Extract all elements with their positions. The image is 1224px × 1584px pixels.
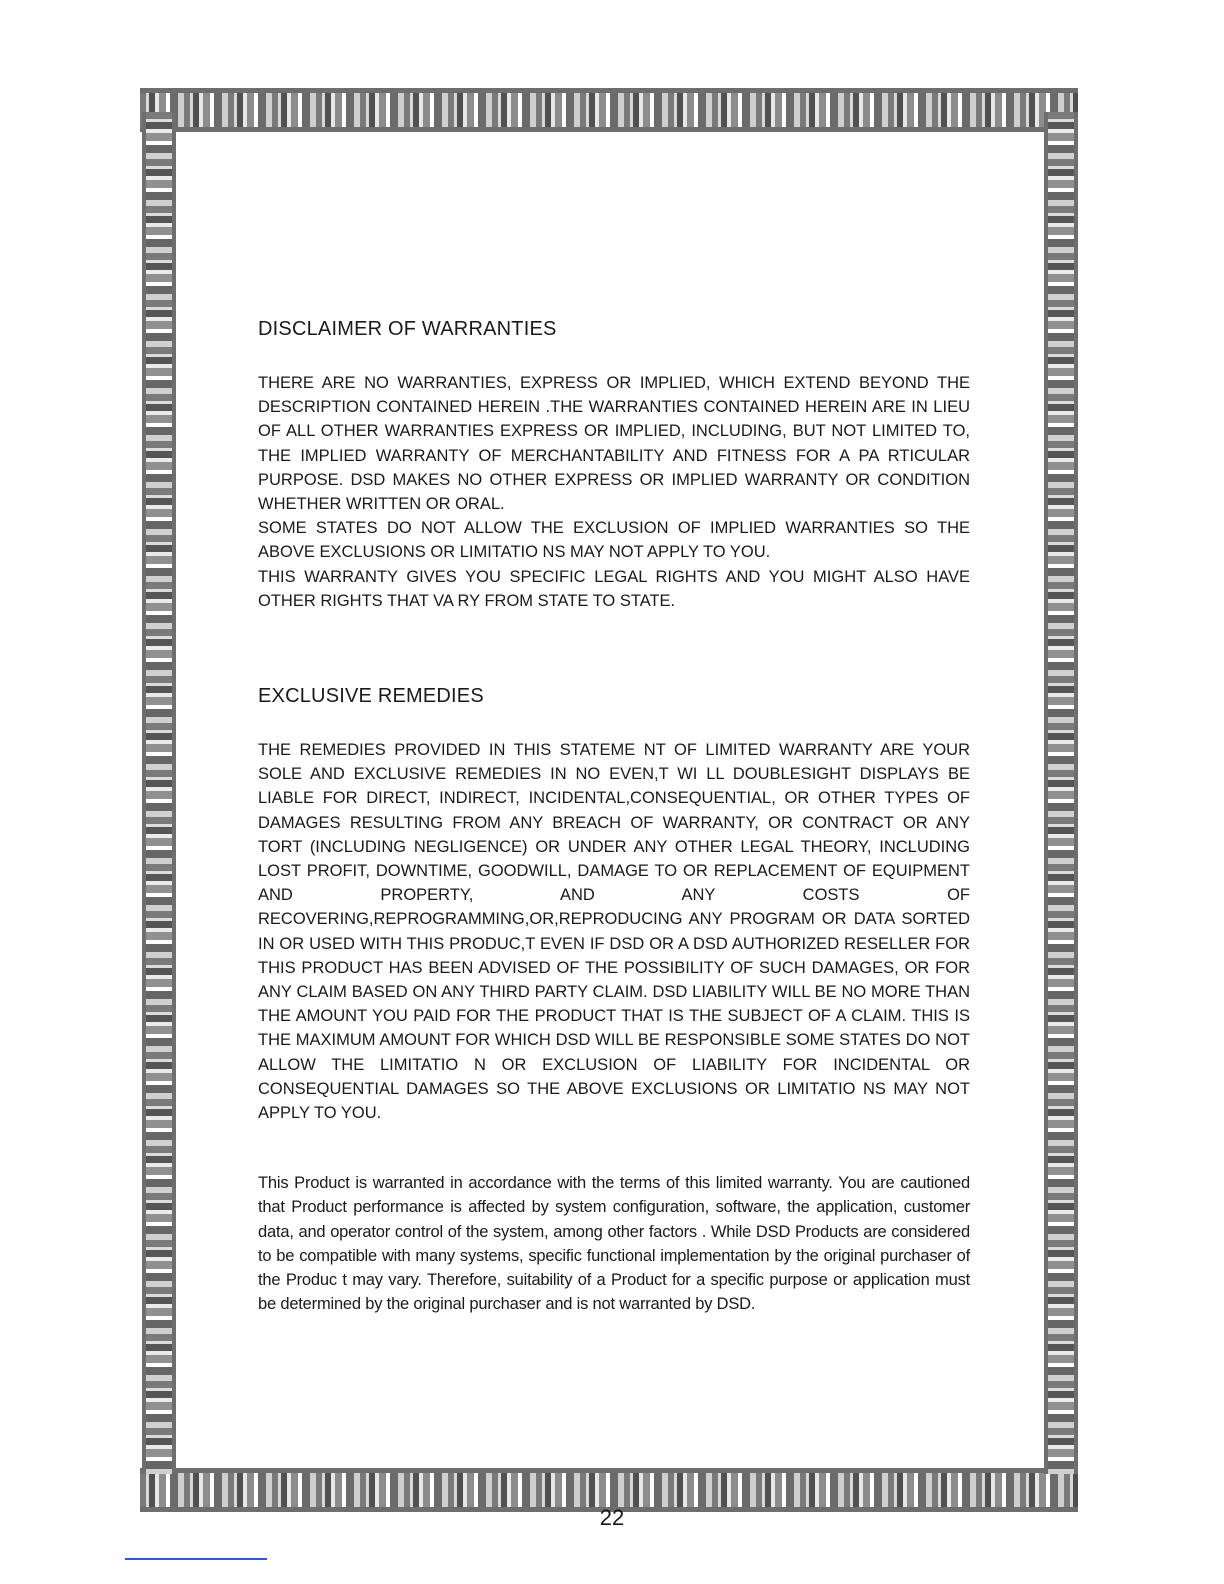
page-number: 22 [599, 1505, 625, 1530]
decorative-border-right [1044, 112, 1078, 1474]
footer-rule [125, 1558, 267, 1560]
remedies-section [258, 685, 970, 1125]
decorative-border-top [140, 88, 1078, 132]
disclaimer-paragraph: THIS WARRANTY GIVES YOU SPECIFIC LEGAL RIGHTS AND YOU MIGHT ALSO HAVE OTHER RIGHTS THAT VA RY FROM STATE TO STATE. [258, 567, 970, 610]
closing-paragraph: This Product is warranted in accordance with the terms of this limited warranty. You are cautioned that Product performance is affected by system configuration, software, the application, customer data, and operator control of the system, among other factors . While DSD Products are considered to be compatible with many systems, specific functional implementation by the original purchaser of the Produc t may vary. Therefore, suitability of a Product for a specific purpose or application must be determined by the original purchaser and is not warranted by DSD. [258, 1174, 970, 1314]
disclaimer-paragraph: THERE ARE NO WARRANTIES, EXPRESS OR IMPLIED, WHICH EXTEND BEYOND THE DESCRIPTION CONTAINED HEREIN .THE WARRANTIES CONTAINED HEREIN ARE IN LIEU OF ALL OTHER WARRANTIES EXPRESS OR IMPLIED, INCLUDING, BUT NOT LIMITED TO, THE IMPLIED WARRANTY OF MERCHANTABILITY AND FITNESS FOR A PA RTICULAR PURPOSE. DSD MAKES NO OTHER EXPRESS OR IMPLIED WARRANTY OR CONDITION WHETHER WRITTEN OR ORAL. [258, 374, 970, 514]
remedies-heading: EXCLUSIVE REMEDIES [258, 685, 484, 708]
decorative-border-left [142, 112, 176, 1474]
disclaimer-section [258, 318, 970, 613]
disclaimer-paragraph: SOME STATES DO NOT ALLOW THE EXCLUSION OF IMPLIED WARRANTIES SO THE ABOVE EXCLUSIONS OR LIMITATIO NS MAY NOT APPLY TO YOU. [258, 519, 970, 562]
page-content [258, 318, 970, 1317]
remedies-paragraph: THE REMEDIES PROVIDED IN THIS STATEME NT OF LIMITED WARRANTY ARE YOUR SOLE AND EXCLUSIVE REMEDIES IN NO EVEN,T WI LL DOUBLESIGHT DISPLAYS BE LIABLE FOR DIRECT, INDIRECT, INCIDENTAL,CONSEQUENTIAL, OR OTHER TYPES OF DAMAGES RESULTING FROM ANY BREACH OF WARRANTY, OR CONTRACT OR ANY TORT (INCLUDING NEGLIGENCE) OR UNDER ANY OTHER LEGAL THEORY, INCLUDING LOST PROFIT, DOWNTIME, GOODWILL, DAMAGE TO OR REPLACEMENT OF EQUIPMENT AND PROPERTY, AND ANY COSTS OF RECOVERING,REPROGRAMMING,OR,REPRODUCING ANY PROGRAM OR DATA SORTED IN OR USED WITH THIS PRODUC,T EVEN IF DSD OR A DSD AUTHORIZED RESELLER FOR THIS PRODUCT HAS BEEN ADVISED OF THE POSSIBILITY OF SUCH DAMAGES, OR FOR ANY CLAIM BASED ON ANY THIRD PARTY CLAIM. DSD LIABILITY WILL BE NO MORE THAN THE AMOUNT YOU PAID FOR THE PRODUCT THAT IS THE SUBJECT OF A CLAIM. THIS IS THE MAXIMUM AMOUNT FOR WHICH DSD WILL BE RESPONSIBLE SOME STATES DO NOT ALLOW THE LIMITATIO N OR EXCLUSION OF LIABILITY FOR INCIDENTAL OR CONSEQUENTIAL DAMAGES SO THE ABOVE EXCLUSIONS OR LIMITATIO NS MAY NOT APPLY TO YOU. [258, 741, 970, 1123]
closing-section [258, 1171, 970, 1316]
disclaimer-heading: DISCLAIMER OF WARRANTIES [258, 318, 557, 340]
